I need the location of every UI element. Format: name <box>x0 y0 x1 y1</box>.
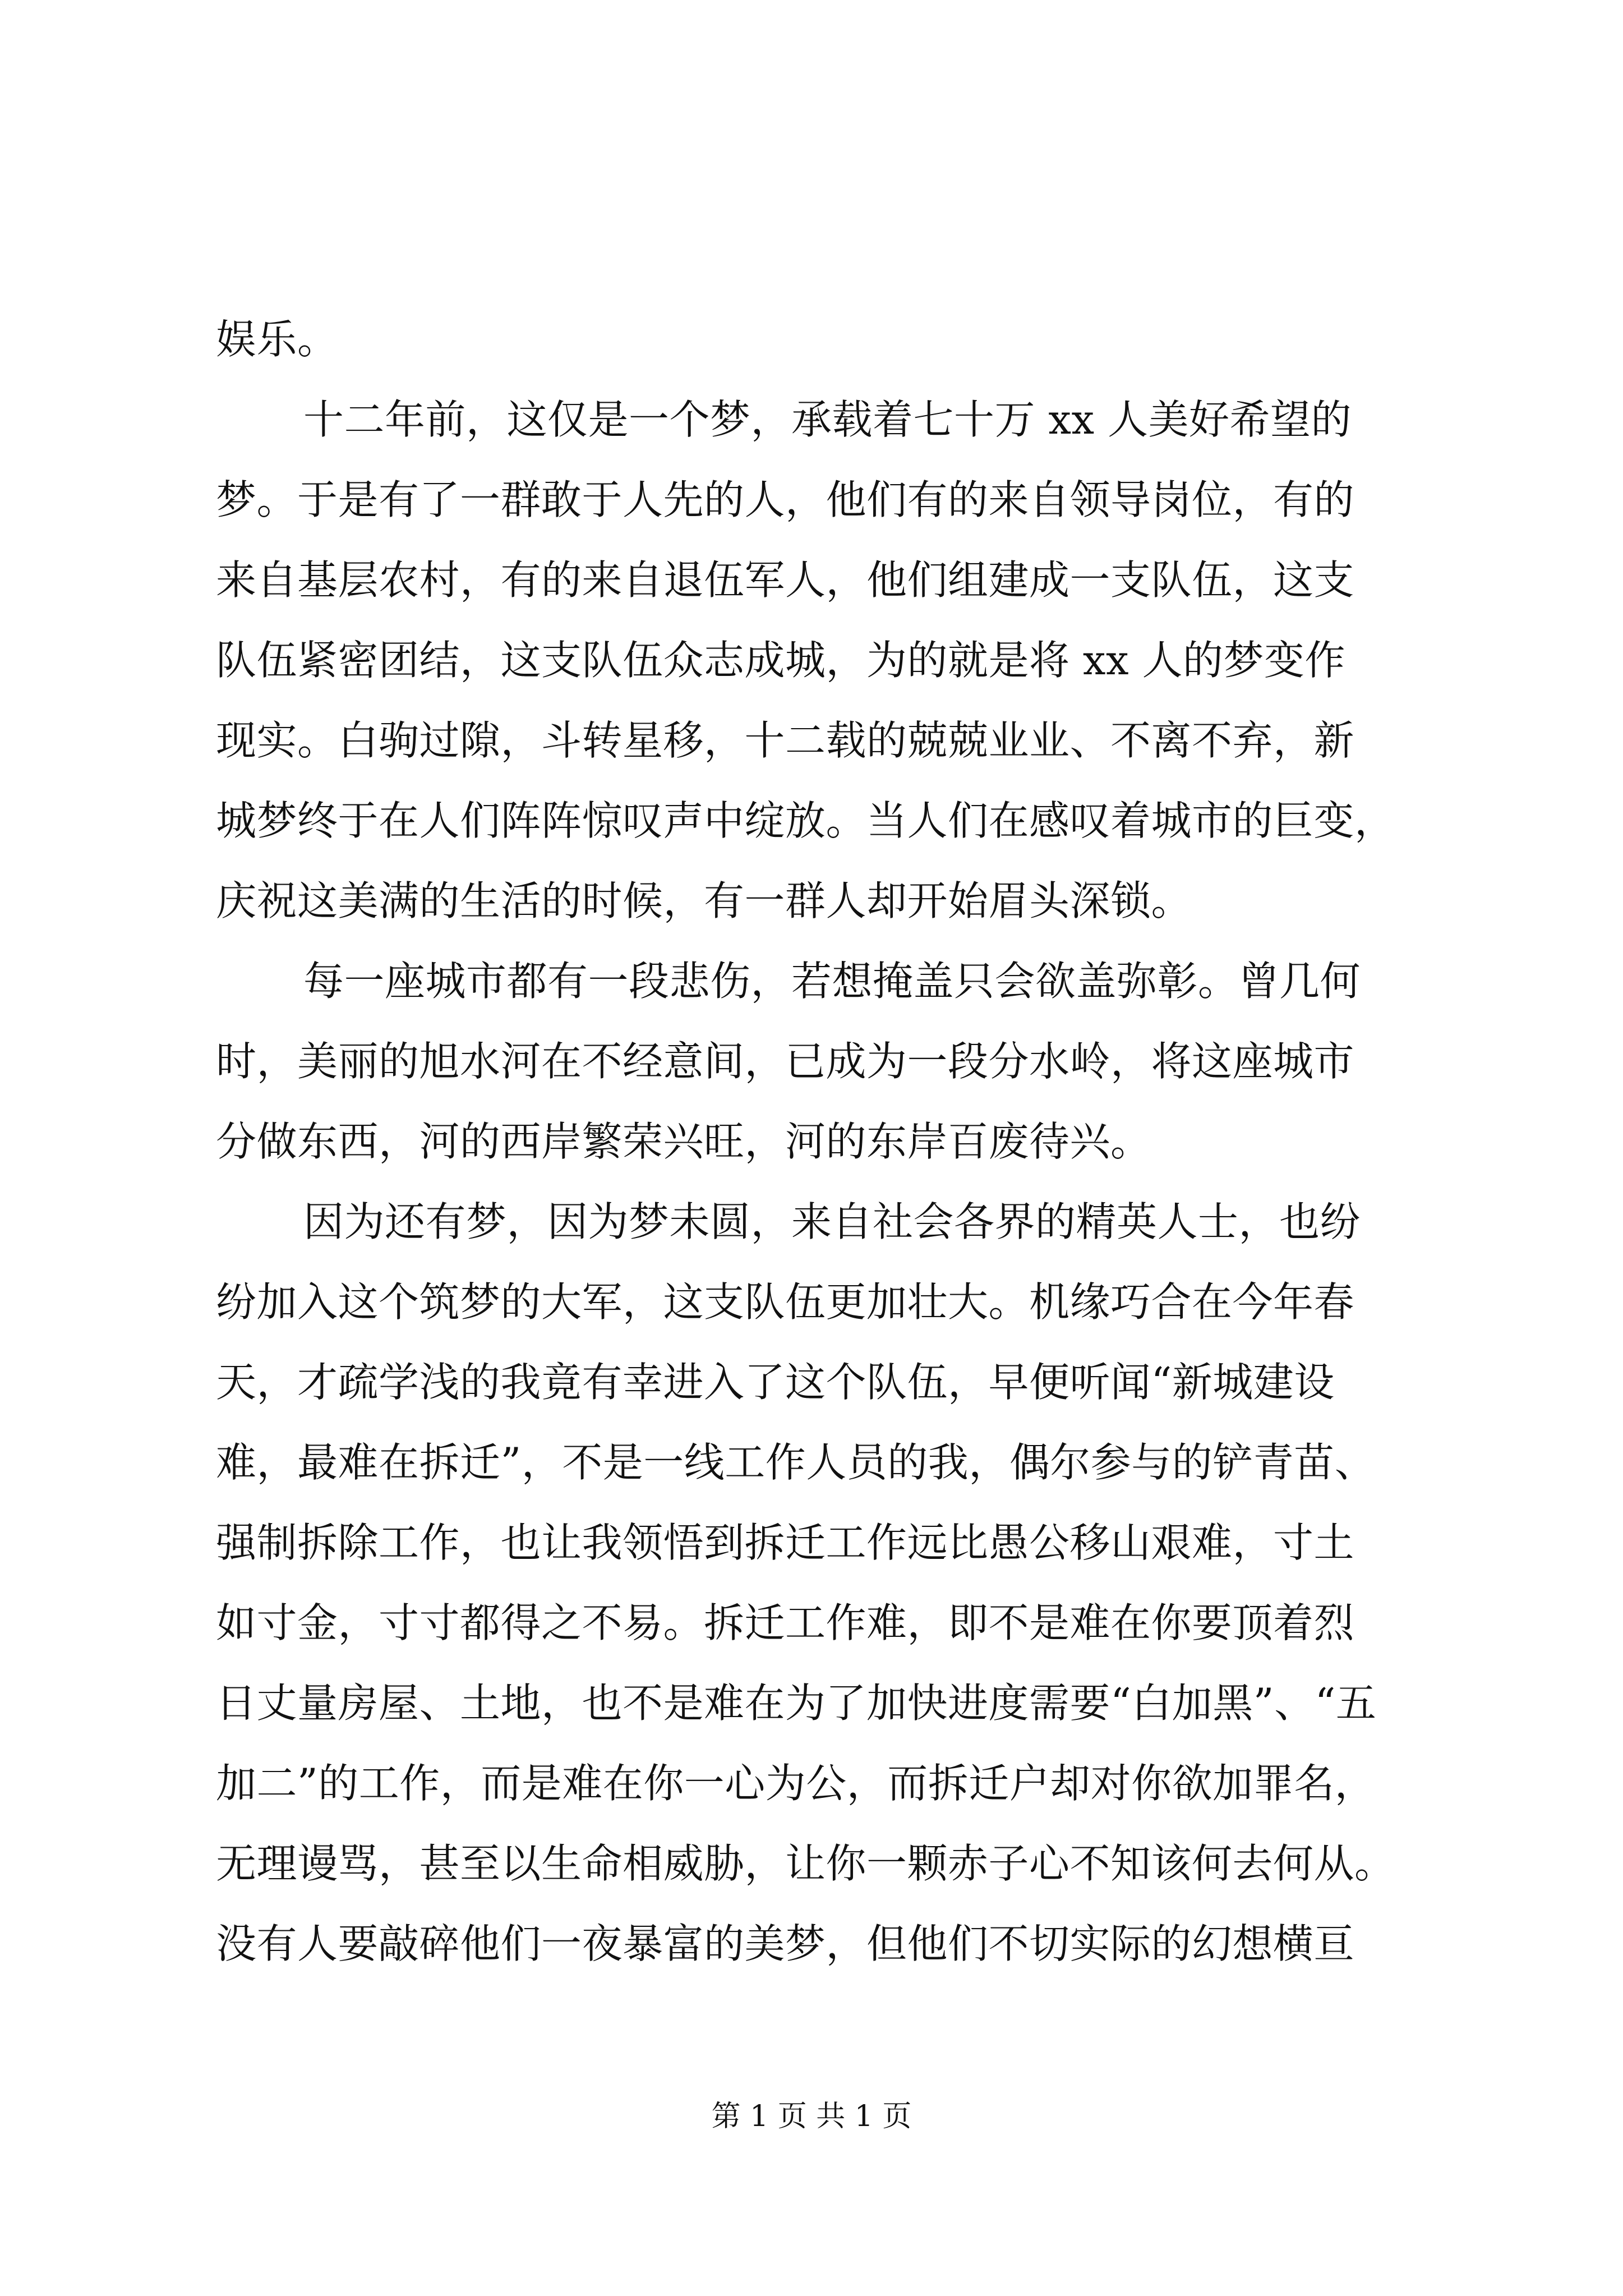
text-line: 十二年前，这仅是一个梦，承载着七十万 xx 人美好希望的 <box>303 396 1352 443</box>
text-line: 难，最难在拆迁”，不是一线工作人员的我，偶尔参与的铲青苗、 <box>216 1439 1376 1486</box>
text-line: 娱乐。 <box>216 316 338 363</box>
text-line: 队伍紧密团结，这支队伍众志成城，为的就是将 xx 人的梦变作 <box>216 637 1345 684</box>
text-line: 如寸金，寸寸都得之不易。拆迁工作难，即不是难在你要顶着烈 <box>216 1599 1355 1646</box>
text-line: 分做东西，河的西岸繁荣兴旺，河的东岸百废待兴。 <box>216 1118 1151 1165</box>
text-line: 庆祝这美满的生活的时候，有一群人却开始眉头深锁。 <box>216 877 1192 924</box>
text-line: 时，美丽的旭水河在不经意间，已成为一段分水岭，将这座城市 <box>216 1038 1355 1085</box>
text-line: 每一座城市都有一段悲伤，若想掩盖只会欲盖弥彰。曾几何 <box>303 958 1361 1005</box>
text-line: 加二”的工作，而是难在你一心为公，而拆迁户却对你欲加罪名， <box>216 1760 1376 1807</box>
page-footer: 第 1 页 共 1 页 <box>711 2100 912 2133</box>
text-line: 城梦终于在人们阵阵惊叹声中绽放。当人们在感叹着城市的巨变， <box>216 797 1395 844</box>
text-line: 现实。白驹过隙，斗转星移，十二载的兢兢业业、不离不弃，新 <box>216 717 1355 764</box>
text-line: 来自基层农村，有的来自退伍军人，他们组建成一支队伍，这支 <box>216 556 1355 604</box>
text-line: 强制拆除工作，也让我领悟到拆迁工作远比愚公移山艰难，寸土 <box>216 1519 1355 1566</box>
text-line: 梦。于是有了一群敢于人先的人，他们有的来自领导岗位，有的 <box>216 476 1355 523</box>
text-line: 无理谩骂，甚至以生命相威胁，让你一颗赤子心不知该何去何从。 <box>216 1840 1395 1887</box>
text-line: 纷加入这个筑梦的大军，这支队伍更加壮大。机缘巧合在今年春 <box>216 1278 1355 1326</box>
text-line: 日丈量房屋、土地，也不是难在为了加快进度需要“白加黑”、“五 <box>216 1680 1377 1727</box>
text-line: 天，才疏学浅的我竟有幸进入了这个队伍，早便听闻“新城建设 <box>216 1359 1335 1406</box>
text-line: 没有人要敲碎他们一夜暴富的美梦，但他们不切实际的幻想横亘 <box>216 1920 1355 1967</box>
text-line: 因为还有梦，因为梦未圆，来自社会各界的精英人士，也纷 <box>303 1198 1361 1245</box>
